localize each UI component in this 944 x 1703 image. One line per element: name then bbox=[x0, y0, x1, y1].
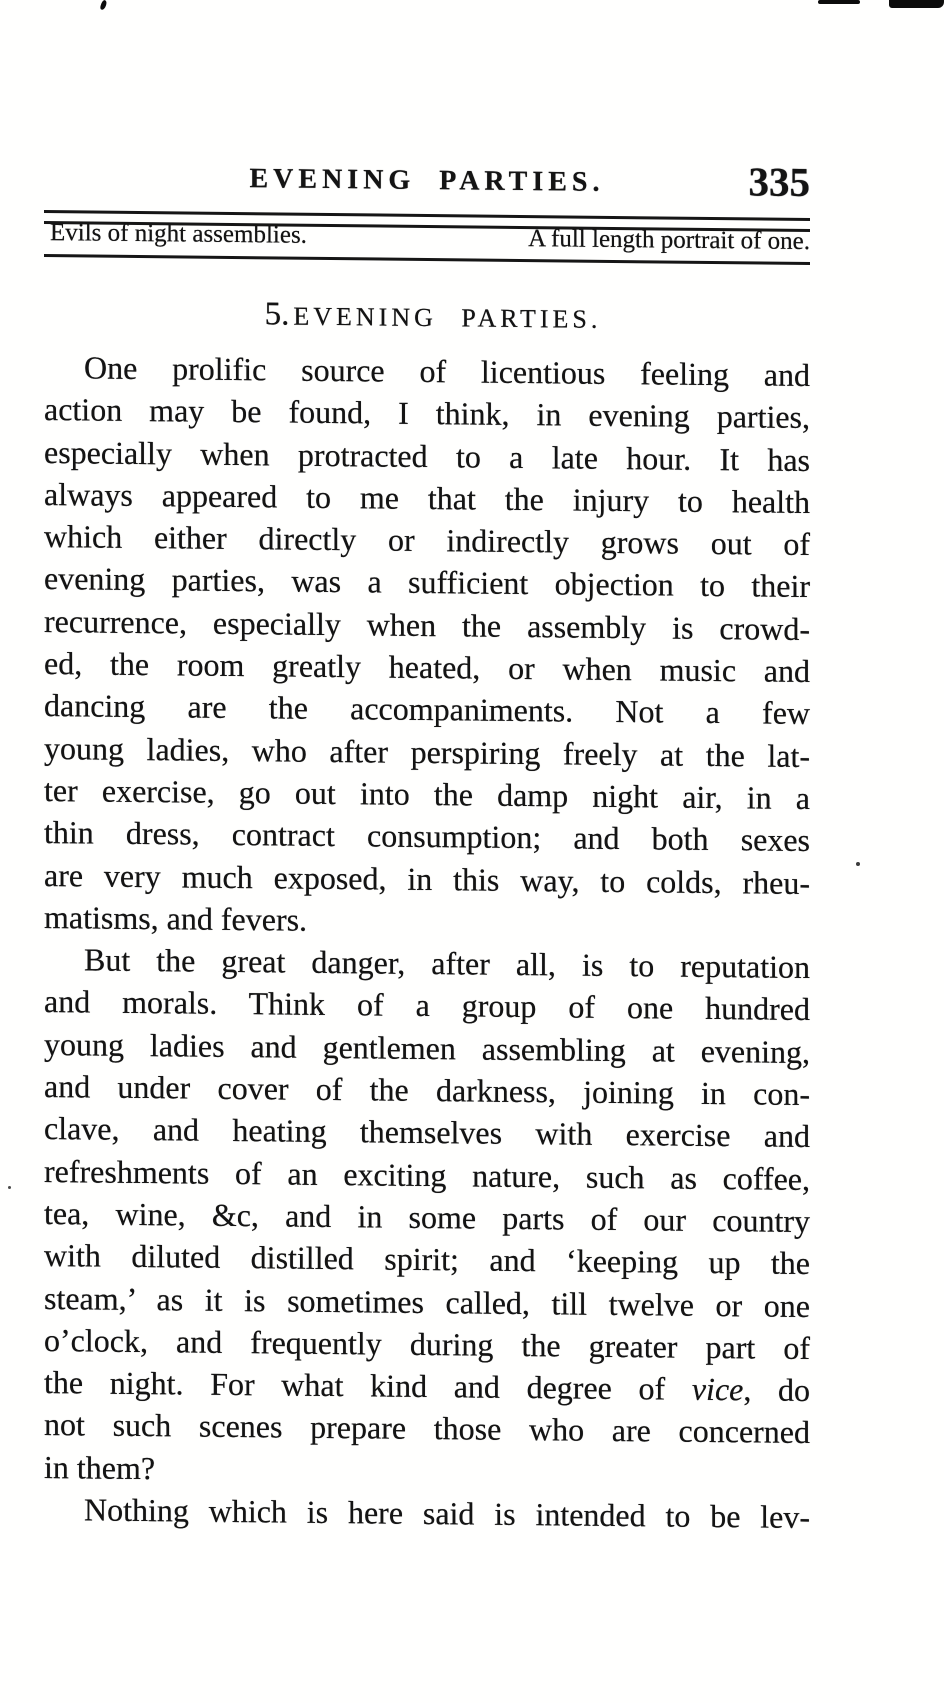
text-segment: refreshments of an exciting nature, such as coffee, bbox=[44, 1152, 810, 1197]
scan-artifact bbox=[856, 862, 860, 866]
text-segment: young ladies and gentlemen assembling at evening, bbox=[44, 1025, 810, 1070]
text-line bbox=[44, 388, 810, 438]
text-segment: ed, the room greatly heated, or when music and bbox=[44, 645, 810, 690]
page-content bbox=[44, 0, 810, 1703]
text-segment: Nothing which is here said is intended to be lev- bbox=[84, 1491, 810, 1536]
text-segment: in them? bbox=[44, 1448, 156, 1486]
section-title: EVENING PARTIES. bbox=[293, 301, 602, 334]
paragraph bbox=[44, 938, 810, 1496]
text-segment: o’clock, and frequently during the greater part of bbox=[44, 1321, 810, 1366]
text-line bbox=[44, 1403, 810, 1453]
text-segment: ter exercise, go out into the damp night air, in a bbox=[44, 771, 810, 816]
text-segment: young ladies, who after perspiring freely at the lat- bbox=[44, 729, 810, 774]
text-segment: matisms, and fevers. bbox=[44, 898, 308, 938]
text-segment: are very much exposed, in this way, to colds, rheu- bbox=[44, 856, 810, 901]
text-segment: especially when protracted to a late hour. It has bbox=[44, 433, 810, 478]
text-segment: steam,’ as it is sometimes called, till twelve or one bbox=[44, 1279, 810, 1324]
text-line bbox=[44, 1234, 810, 1284]
paragraph bbox=[44, 346, 810, 946]
text-segment: dancing are the accompaniments. Not a few bbox=[44, 687, 810, 732]
text-segment: thin dress, contract consumption; and both sexes bbox=[44, 814, 810, 859]
scan-artifact bbox=[889, 0, 944, 8]
scan-artifact bbox=[818, 0, 860, 4]
text-segment: always appeared to me that the injury to health bbox=[44, 475, 810, 520]
text-segment: with diluted distilled spirit; and ‘keeping up the bbox=[44, 1237, 810, 1282]
text-segment: not such scenes prepare those who are concerned bbox=[44, 1406, 810, 1451]
text-segment: recurrence, especially when the assembly is crowd- bbox=[44, 602, 810, 647]
section-number: 5. bbox=[264, 296, 290, 333]
body-text bbox=[44, 346, 810, 1538]
text-segment: which either directly or indirectly grows out of bbox=[44, 518, 810, 563]
text-segment: and under cover of the darkness, joining in con- bbox=[44, 1068, 810, 1113]
running-head-row bbox=[44, 156, 810, 210]
header-note-right: A full length portrait of one. bbox=[528, 225, 810, 256]
text-line bbox=[44, 1107, 810, 1157]
text-segment: clave, and heating themselves with exercise and bbox=[44, 1110, 810, 1155]
text-segment: and morals. Think of a group of one hundred bbox=[44, 983, 810, 1028]
section-heading bbox=[50, 294, 816, 339]
text-segment: action may be found, I think, in evening parties, bbox=[44, 391, 810, 436]
text-segment: the night. For what kind and degree of bbox=[44, 1364, 692, 1407]
header-note-left: Evils of night assemblies. bbox=[50, 219, 307, 249]
text-segment: , do bbox=[743, 1371, 811, 1409]
text-segment: evening parties, was a sufficient objection to their bbox=[44, 560, 810, 605]
text-line bbox=[44, 811, 810, 861]
header-notes-row bbox=[44, 219, 810, 259]
text-segment: tea, wine, &c, and in some parts of our country bbox=[44, 1194, 810, 1239]
page-number: 335 bbox=[748, 158, 810, 206]
text-segment: But the great danger, after all, is to reputation bbox=[84, 941, 810, 986]
scan-artifact bbox=[8, 1186, 11, 1189]
text-line bbox=[44, 1488, 810, 1538]
text-line bbox=[44, 684, 810, 734]
text-segment: One prolific source of licentious feeling and bbox=[84, 349, 810, 394]
paragraph bbox=[44, 1488, 810, 1538]
italic-word: vice bbox=[691, 1370, 744, 1408]
running-head: EVENING PARTIES. bbox=[249, 163, 605, 198]
